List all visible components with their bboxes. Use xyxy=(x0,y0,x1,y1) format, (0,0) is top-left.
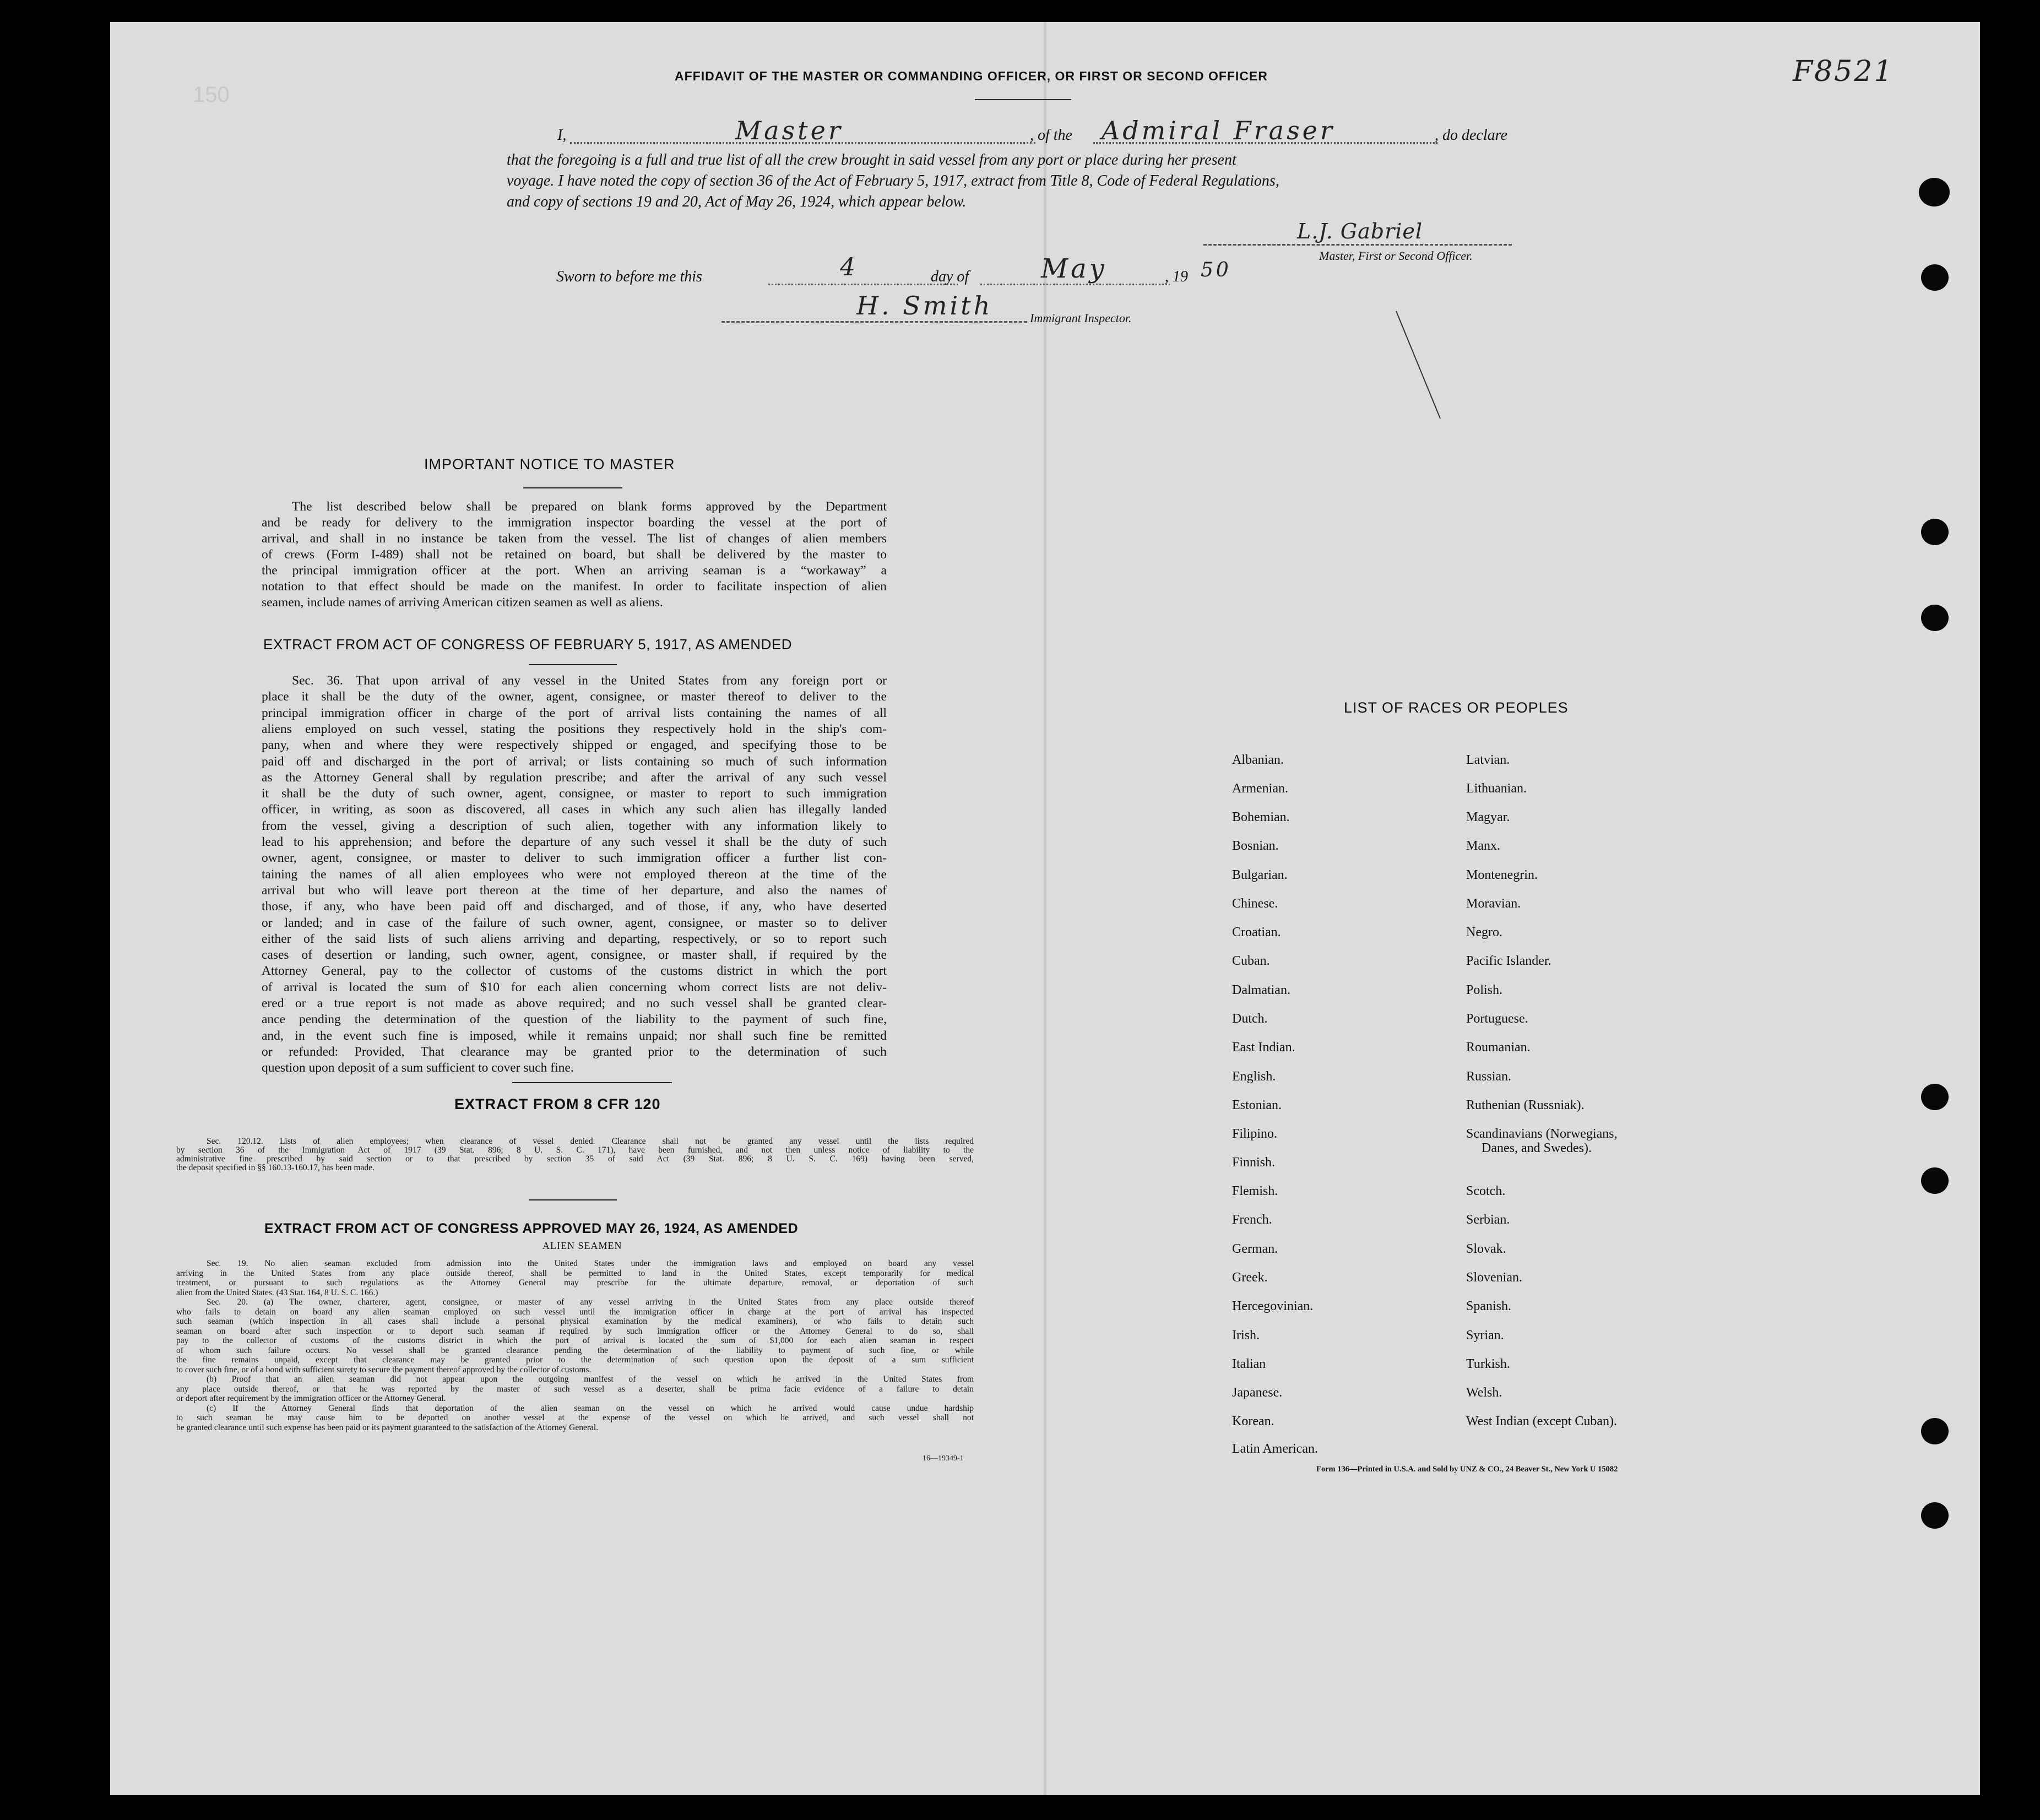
act1924-form-code: 16—19349-1 xyxy=(923,1454,964,1463)
race-item: Bulgarian. xyxy=(1232,868,1288,882)
race-item: Korean. xyxy=(1232,1414,1274,1428)
race-item: Irish. xyxy=(1232,1328,1260,1343)
act1924-line: who fails to detain on board any alien seaman employed on such vessel until the immigration officer in charge at the port of arrival has inspected xyxy=(176,1307,974,1317)
race-item: Hercegovinian. xyxy=(1232,1299,1314,1313)
affidavit-line-3: voyage. I have noted the copy of section 36 of the Act of February 5, 1917, extract from Title 8, Code of Federal Regulations, xyxy=(507,172,1279,189)
race-item: Armenian. xyxy=(1232,781,1288,796)
race-item: Montenegrin. xyxy=(1466,868,1538,882)
race-item: Japanese. xyxy=(1232,1386,1283,1400)
act1917-line: it shall be the duty of such owner, agent, consignee, or master to report to such immigration xyxy=(262,786,887,801)
day-field-line xyxy=(768,284,958,285)
act1917-line: Sec. 36. That upon arrival of any vessel in the United States from any foreign port or xyxy=(292,673,887,688)
act1917-line: taining the names of all alien employees who were not employed thereon at the time of the xyxy=(262,867,887,882)
race-item: Bosnian. xyxy=(1232,839,1279,853)
act1917-line: ered or a true report is not made as above required; and no such vessel shall be granted clear- xyxy=(262,996,887,1010)
act1924-line: pay to the collector of customs of the customs district in which the port of arrival is located the sum of $1,000 for each alien seaman in respect xyxy=(176,1336,974,1345)
race-item: Magyar. xyxy=(1466,810,1510,824)
affidavit-line-2: that the foregoing is a full and true list of all the crew brought in said vessel from any port or place during her present xyxy=(507,151,1236,169)
act1924-line: or deport after requirement by the immigration officer or the Attorney General. xyxy=(176,1394,446,1403)
day-of-text: day of xyxy=(931,268,969,285)
race-item: Chinese. xyxy=(1232,897,1278,911)
race-item: Italian xyxy=(1232,1357,1266,1371)
act1924-line: be granted clearance until such expense has been paid or its payment guaranteed to the satisfaction of the Attorney General. xyxy=(176,1422,599,1432)
act1924-line: to such seaman he may cause him to be deported on another vessel at the expense of the vessel on which he arrived, and such vessel shall not xyxy=(176,1413,974,1422)
name-field: Master xyxy=(735,116,843,145)
act1917-line: cases of desertion or landing, such owner, agent, consignee, or master shall, if required by the xyxy=(262,948,887,963)
notice-line: The list described below shall be prepared on blank forms approved by the Department xyxy=(292,499,887,514)
act1917-title: EXTRACT FROM ACT OF CONGRESS OF FEBRUARY 5, 1917, AS AMENDED xyxy=(263,636,792,653)
act1924-line: the fine remains unpaid, except that clearance may be granted prior to the determination of such question upon the deposit of a sum sufficient xyxy=(176,1355,974,1365)
race-item: Latin American. xyxy=(1232,1442,1318,1456)
race-item: Lithuanian. xyxy=(1466,781,1527,796)
sworn-text: Sworn to before me this xyxy=(556,268,702,285)
race-item: Moravian. xyxy=(1466,897,1521,911)
act1917-line: aliens employed on such vessel, stating the positions they respectively hold in the ship's com- xyxy=(262,721,887,736)
punch-hole xyxy=(1921,1167,1949,1194)
act1924-line: treatment, or pursuant to such regulations as the Attorney General may prescribe for the ultimate departure, removal, or deportation of such xyxy=(176,1278,974,1287)
notice-rule xyxy=(523,487,622,488)
act1917-rule xyxy=(529,664,617,665)
master-signature: L.J. Gabriel xyxy=(1297,219,1423,243)
affidavit-line-4: and copy of sections 19 and 20, Act of May 26, 1924, which appear below. xyxy=(507,193,967,210)
affidavit-title: AFFIDAVIT OF THE MASTER OR COMMANDING OFFICER, OR FIRST OR SECOND OFFICER xyxy=(675,69,1268,83)
act1917-line: question upon deposit of a sum sufficient to cover such fine. xyxy=(262,1061,574,1075)
act1917-line: officer, in writing, as soon as discovered, all cases in which any such alien has illegally landed xyxy=(262,802,887,817)
cfr-title: EXTRACT FROM 8 CFR 120 xyxy=(454,1096,661,1112)
cfr-rule-bottom xyxy=(529,1199,617,1200)
race-item: East Indian. xyxy=(1232,1040,1295,1055)
act1924-line: Sec. 20. (a) The owner, charterer, agent, consignee, or master of any vessel arriving in the United States from any place outside thereof xyxy=(207,1297,974,1307)
race-item: Finnish. xyxy=(1232,1155,1276,1170)
act1924-line: seaman on board after such inspection or to deport such seaman if required by such immigration officer or the Attorney General to do so, shall xyxy=(176,1326,974,1336)
form-footer: Form 136—Printed in U.S.A. and Sold by UNZ & CO., 24 Beaver St., New York U 15082 xyxy=(1316,1465,1618,1474)
inspector-label: Immigrant Inspector. xyxy=(1030,311,1132,325)
race-item: Scotch. xyxy=(1466,1184,1506,1198)
act1924-subtitle: ALIEN SEAMEN xyxy=(542,1240,622,1251)
do-declare-text: , do declare xyxy=(1435,127,1507,144)
race-item: Negro. xyxy=(1466,925,1502,939)
punch-hole xyxy=(1921,264,1949,291)
notice-line: the principal immigration officer at the port. When an arriving seaman is a “workaway” a xyxy=(262,563,887,578)
act1924-line: such seaman (which inspection in all cases shall include a personal physical examination by the medical examiners), or who fails to detain such xyxy=(176,1317,974,1326)
act1917-line: Attorney General, pay to the collector of customs of the customs district in which the port xyxy=(262,964,887,979)
act1924-line: any place outside thereof, or that he was reported by the master of such vessel as a deserter, shall be prima facie evidence of a failure to detain xyxy=(176,1384,974,1394)
punch-hole xyxy=(1921,1502,1949,1529)
act1917-line: ance pending the determination of the question of the liability to the payment of such fine, xyxy=(262,1012,887,1027)
cfr-line: the deposit specified in §§ 160.13-160.17, has been made. xyxy=(176,1163,375,1172)
race-item: German. xyxy=(1232,1242,1278,1256)
race-item: Bohemian. xyxy=(1232,810,1290,824)
cfr-line: Sec. 120.12. Lists of alien employees; when clearance of vessel denied. Clearance shall not be granted any vessel until the lists required xyxy=(207,1137,974,1146)
race-item: Pacific Islander. xyxy=(1466,954,1551,968)
race-item: Cuban. xyxy=(1232,954,1270,968)
act1917-line: those, if any, who have been paid off and discharged, and of those, if any, who have deserted xyxy=(262,899,887,914)
year-prefix: , 19 xyxy=(1165,268,1188,285)
race-item: Albanian. xyxy=(1232,753,1284,767)
act1917-line: paid off and discharged in the port of arrival; or lists containing so much of such information xyxy=(262,754,887,769)
signature-line xyxy=(1203,244,1512,246)
notice-line: arrival, and shall in no instance be taken from the vessel. The list of changes of alien members xyxy=(262,531,887,546)
race-item: Ruthenian (Russniak). xyxy=(1466,1098,1585,1112)
vessel-field: Admiral Fraser xyxy=(1102,116,1335,145)
inspector-signature: H. Smith xyxy=(856,291,993,320)
act1917-line: arrival but who will leave port thereon at the time of her departure, and also the names of xyxy=(262,883,887,898)
punch-hole xyxy=(1919,178,1950,207)
race-item: Latvian. xyxy=(1466,753,1510,767)
act1924-line: to cover such fine, or of a bond with sufficient surety to secure the payment thereof approved by the collector of customs. xyxy=(176,1365,592,1374)
race-item: Slovenian. xyxy=(1466,1270,1522,1285)
act1917-line: place it shall be the duty of the owner, agent, consignee, or master thereof to deliver to the xyxy=(262,689,887,704)
act1917-line: of arrival is located the sum of $10 for each alien concerning whom correct lists are not deliv- xyxy=(262,980,887,995)
month-field: May xyxy=(1041,253,1107,284)
corner-number: F8521 xyxy=(1793,55,1894,88)
race-item: Dutch. xyxy=(1232,1012,1268,1026)
day-field: 4 xyxy=(840,253,858,281)
year-field: 50 xyxy=(1201,259,1231,281)
margin-note: 150 xyxy=(193,83,230,107)
race-item: Croatian. xyxy=(1232,925,1281,939)
race-item: Syrian. xyxy=(1466,1328,1504,1343)
act1917-line: from the vessel, giving a description of such alien, together with any information likely to xyxy=(262,818,887,833)
race-item: Manx. xyxy=(1466,839,1500,853)
race-item: West Indian (except Cuban). xyxy=(1466,1414,1617,1428)
signer-label: Master, First or Second Officer. xyxy=(1319,249,1473,263)
race-item: Portuguese. xyxy=(1466,1012,1528,1026)
act1924-line: alien from the United States. (43 Stat. 164, 8 U. S. C. 166.) xyxy=(176,1287,378,1297)
act1924-line: (c) If the Attorney General finds that deportation of the alien seaman on the vessel on which he arrived would cause undue hardship xyxy=(207,1403,974,1413)
cfr-rule-top xyxy=(512,1082,672,1083)
act1917-line: lead to his apprehension; and before the departure of any such vessel it shall be the duty of such xyxy=(262,835,887,849)
race-item: Welsh. xyxy=(1466,1386,1502,1400)
race-item: Greek. xyxy=(1232,1270,1268,1285)
page-fold xyxy=(1044,22,1046,1795)
race-item: Russian. xyxy=(1466,1069,1512,1084)
notice-line: of crews (Form I-489) shall not be retained on board, but shall be delivered by the master to xyxy=(262,547,887,562)
punch-hole xyxy=(1921,1084,1949,1110)
cfr-line: administrative fine prescribed by said section or to that prescribed by section 35 of said Act (39 Stat. 896; 8 U. S. C. 169) having been served, xyxy=(176,1154,974,1164)
race-item: English. xyxy=(1232,1069,1276,1084)
race-item: French. xyxy=(1232,1213,1272,1227)
race-item: Slovak. xyxy=(1466,1242,1506,1256)
act1917-line: or refunded: Provided, That clearance may be granted prior to the determination of such xyxy=(262,1044,887,1059)
act1917-line: as the Attorney General shall by regulation prescribe; and after the arrival of any such vessel xyxy=(262,770,887,785)
race-item: Dalmatian. xyxy=(1232,983,1290,997)
race-item: Filipino. xyxy=(1232,1127,1278,1141)
act1917-line: principal immigration officer in charge of the port of arrival lists containing the names of all xyxy=(262,705,887,720)
cfr-line: by section 36 of the Immigration Act of 1917 (39 Stat. 896; 8 U. S. C. 171), have been furnished, and not then unless notice of liability to the xyxy=(176,1145,974,1155)
notice-line: notation to that effect should be made on the manifest. In order to facilitate inspection of alien xyxy=(262,579,887,594)
race-item: Estonian. xyxy=(1232,1098,1282,1112)
race-item: Turkish. xyxy=(1466,1357,1510,1371)
punch-hole xyxy=(1921,605,1949,631)
notice-title: IMPORTANT NOTICE TO MASTER xyxy=(424,456,675,472)
notice-line: seamen, include names of arriving American citizen seamen as well as aliens. xyxy=(262,595,663,610)
races-title: LIST OF RACES OR PEOPLES xyxy=(1344,699,1569,716)
of-the-text: , of the xyxy=(1030,127,1072,144)
race-item: Polish. xyxy=(1466,983,1503,997)
race-item: Roumanian. xyxy=(1466,1040,1531,1055)
inspector-line xyxy=(721,321,1027,323)
race-item: Flemish. xyxy=(1232,1184,1278,1198)
punch-hole xyxy=(1921,519,1949,545)
title-rule xyxy=(975,99,1071,100)
race-item: Scandinavians (Norwegians, xyxy=(1466,1127,1618,1141)
act1924-title: EXTRACT FROM ACT OF CONGRESS APPROVED MAY 26, 1924, AS AMENDED xyxy=(264,1221,799,1236)
act1924-line: arriving in the United States from any place outside thereof, shall be permitted to land in the United States, except temporarily for medical xyxy=(176,1268,974,1278)
notice-line: and be ready for delivery to the immigration inspector boarding the vessel at the port of xyxy=(262,515,887,530)
act1917-line: and, in the event such fine is imposed, while it remains unpaid; nor shall such fine be remitted xyxy=(262,1028,887,1043)
punch-hole xyxy=(1921,1418,1949,1444)
act1924-line: (b) Proof that an alien seaman did not appear upon the outgoing manifest of the vessel on which he arrived in the United States from xyxy=(207,1374,974,1384)
scratch-mark xyxy=(1393,308,1448,424)
act1917-line: owner, agent, consignee, or master to deliver to such immigration officer a further list con- xyxy=(262,851,887,866)
act1917-line: pany, when and where they were respectively shipped or engaged, and specifying those to be xyxy=(262,738,887,753)
race-item: Danes, and Swedes). xyxy=(1482,1141,1592,1155)
act1924-line: of whom such failure occurs. No vessel shall be granted clearance pending the determination of the liability to payment of such fine, or while xyxy=(176,1345,974,1355)
race-item: Spanish. xyxy=(1466,1299,1512,1313)
act1917-line: or landed; and in case of the failure of such owner, agent, consignee, or master so to deliver xyxy=(262,915,887,930)
act1917-line: either of the said lists of such aliens arriving and departing, respectively, or so to report such xyxy=(262,931,887,946)
race-item: Serbian. xyxy=(1466,1213,1510,1227)
act1924-line: Sec. 19. No alien seaman excluded from admission into the United States under the immigration laws and employed on board any vessel xyxy=(207,1259,974,1268)
affidavit-i: I, xyxy=(557,127,567,144)
